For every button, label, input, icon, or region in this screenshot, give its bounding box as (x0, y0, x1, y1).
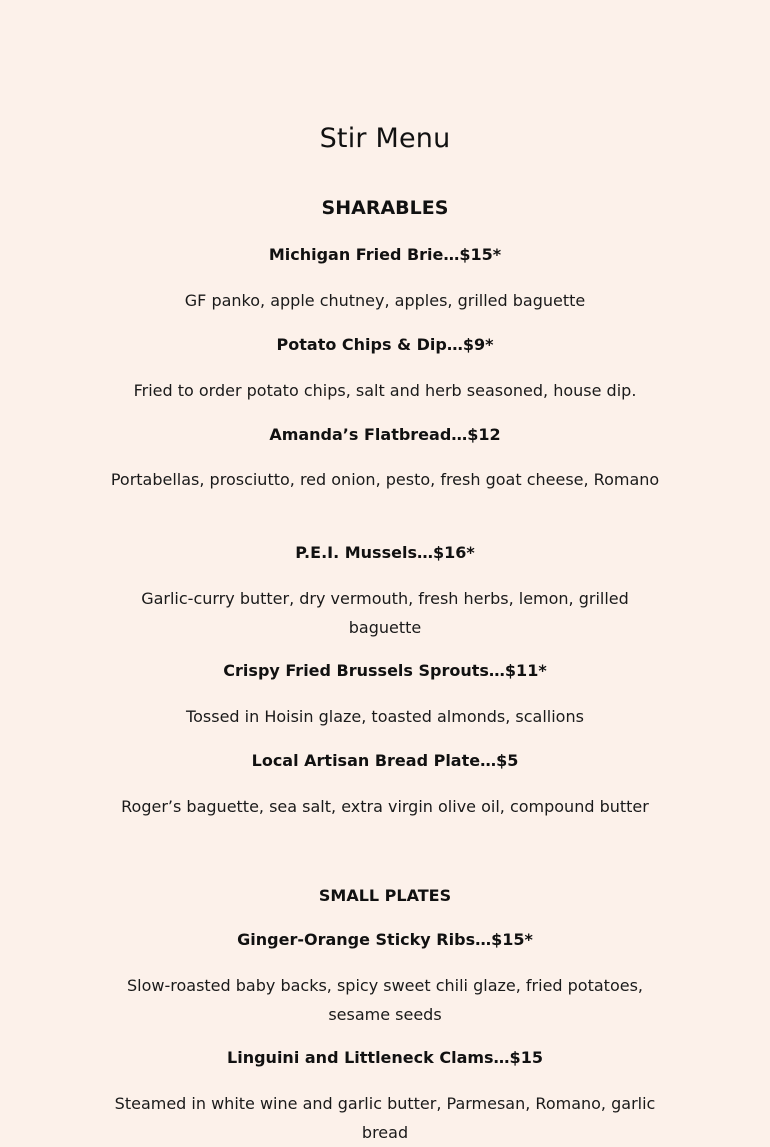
page-title: Stir Menu (319, 123, 451, 154)
menu-item-description: Slow-roasted baby backs, spicy sweet chili glaze, fried potatoes, sesame seeds (127, 976, 643, 1024)
menu-item-name: P.E.I. Mussels…$16* (295, 543, 475, 562)
menu-item-description: Roger’s baguette, sea salt, extra virgin olive oil, compound butter (121, 797, 649, 816)
menu-item-name: Local Artisan Bread Plate…$5 (251, 751, 519, 770)
menu-item-name: Potato Chips & Dip…$9* (276, 335, 494, 354)
menu-item-description: Portabellas, prosciutto, red onion, pesto, fresh goat cheese, Romano (110, 470, 660, 489)
section-heading-sharables: SHARABLES (321, 197, 449, 219)
menu-item-description: Steamed in white wine and garlic butter, Parmesan, Romano, garlic bread (114, 1094, 656, 1142)
menu-item-name: Michigan Fried Brie…$15* (268, 245, 502, 264)
menu-item-description: Fried to order potato chips, salt and herb seasoned, house dip. (133, 381, 637, 400)
section-heading-small-plates: SMALL PLATES (318, 886, 452, 905)
menu-item-name: Crispy Fried Brussels Sprouts…$11* (223, 661, 547, 680)
menu-item-name: Linguini and Littleneck Clams…$15 (227, 1048, 543, 1067)
menu-item-name: Amanda’s Flatbread…$12 (269, 425, 501, 444)
menu-item-description: Tossed in Hoisin glaze, toasted almonds, scallions (186, 707, 584, 726)
menu-item-name: Ginger-Orange Sticky Ribs…$15* (237, 930, 533, 949)
menu-item-description: Garlic-curry butter, dry vermouth, fresh herbs, lemon, grilled baguette (141, 589, 629, 637)
menu-item-description: GF panko, apple chutney, apples, grilled baguette (184, 291, 586, 310)
